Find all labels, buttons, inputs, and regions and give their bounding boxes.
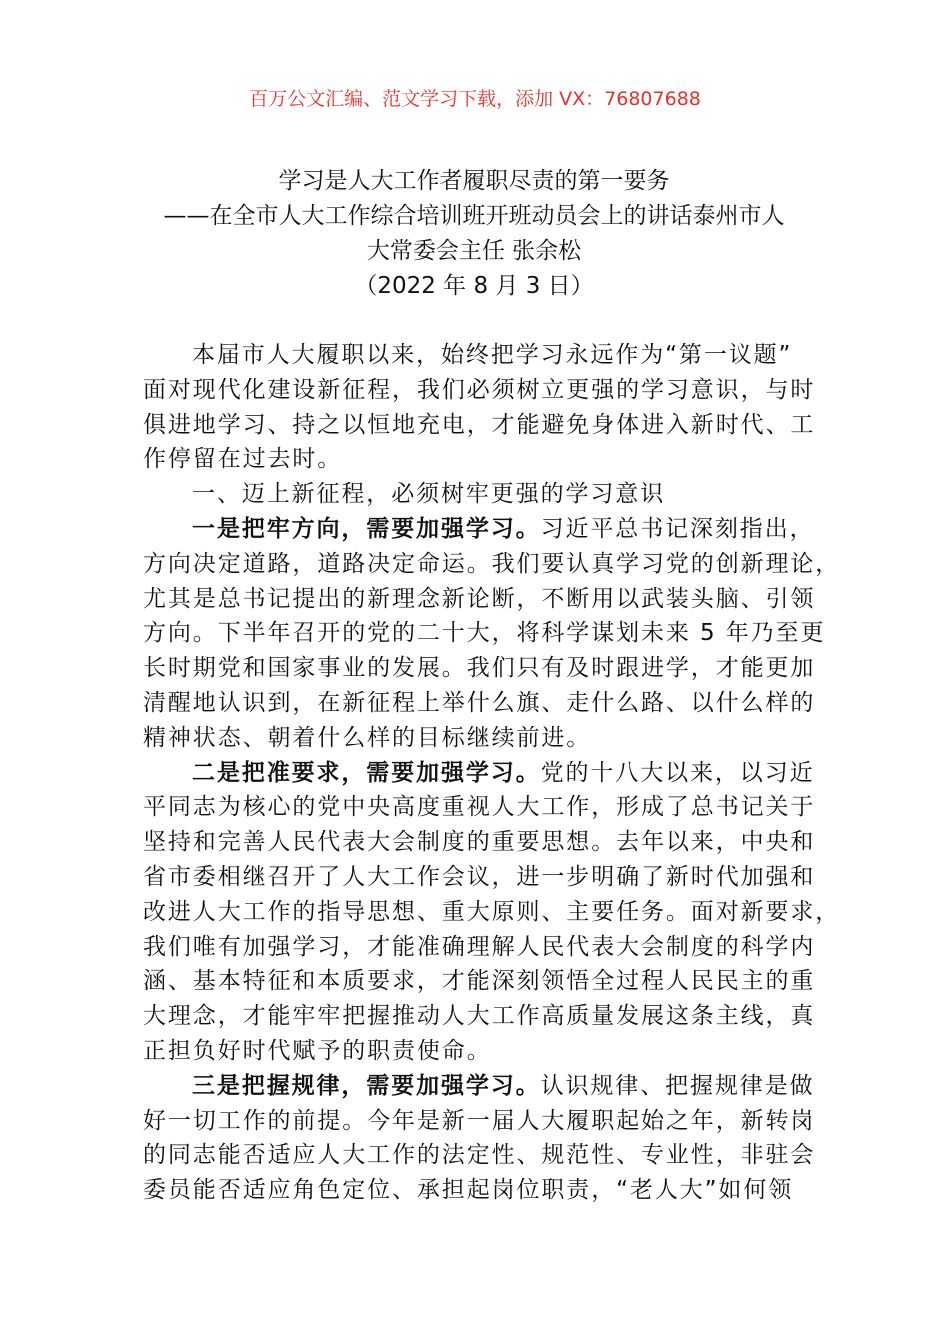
text-line [143, 547, 841, 582]
document-body [143, 338, 841, 1208]
line-text: 本届市人大履职以来，始终把学习永远作为“第一议题” [192, 342, 793, 368]
text-line [143, 477, 823, 512]
bold-lead: 三是把握规律，需要加强学习。 [192, 1072, 541, 1099]
document-title [143, 164, 805, 304]
bold-lead: 二是把准要求，需要加强学习。 [192, 759, 541, 786]
line-text: 清醒地认识到，在新征程上举什么旗、走什么路、以什么样的 [143, 689, 816, 716]
text-line [143, 756, 823, 791]
line-text: 好一切工作的前提。今年是新一届人大履职起始之年，新转岗 [143, 1107, 816, 1134]
line-text: 平同志为核心的党中央高度重视人大工作，形成了总书记关于 [143, 794, 816, 821]
line-text: 方向决定道路，道路决定命运。我们要认真学习党的创新理论， [143, 550, 841, 577]
line-text: 面对现代化建设新征程，我们必须树立更强的学习意识，与时 [143, 376, 816, 403]
text-line [143, 686, 823, 721]
text-line [143, 1104, 823, 1139]
line-text: 一、迈上新征程，必须树牢更强的学习意识 [192, 481, 666, 508]
text-line [143, 616, 826, 651]
author-line: 大常委会主任 张余松 [366, 238, 582, 264]
text-line [143, 408, 823, 443]
line-text: 的同志能否适应人大工作的法定性、规范性、专业性，非驻会 [143, 1142, 816, 1169]
line-text: 正担负好时代赋予的职责使命。 [143, 1037, 492, 1064]
line-text: 党的十八大以来，以习近 [540, 759, 815, 786]
line-text: 委员能否适应角色定位、承担起岗位职责，“老人大”如何领 [143, 1177, 794, 1204]
title-line: 学习是人大工作者履职尽责的第一要务 [278, 168, 670, 194]
text-line [143, 1138, 823, 1173]
text-line [143, 1173, 823, 1208]
line-text: 精神状态、朝着什么样的目标继续前进。 [143, 724, 592, 751]
subtitle-line: ——在全市人大工作综合培训班开班动员会上的讲话泰州市人 [163, 203, 785, 229]
line-text: 尤其是总书记提出的新理念新论断，不断用以武装头脑、引领 [143, 585, 816, 612]
text-line [143, 1069, 823, 1104]
text-line [143, 442, 823, 477]
text-line [143, 721, 823, 756]
line-text: 习近平总书记深刻指出， [540, 515, 815, 542]
text-line [143, 825, 823, 860]
text-line [143, 373, 823, 408]
line-text: 改进人大工作的指导思想、重大原则、主要任务。面对新要求， [143, 898, 841, 925]
line-text: 坚持和完善人民代表大会制度的重要思想。去年以来，中央和 [143, 829, 816, 856]
text-line [143, 651, 823, 686]
text-line [143, 860, 823, 895]
line-text: 涵、基本特征和本质要求，才能深刻领悟全过程人民民主的重 [143, 968, 816, 995]
text-line [143, 582, 823, 617]
watermark-banner: 百万公文汇编、范文学习下载，添加 VX：76807688 [249, 88, 701, 110]
line-text: 认识规律、把握规律是做 [540, 1072, 815, 1099]
text-line [143, 512, 823, 547]
line-text: 省市委相继召开了人大工作会议，进一步明确了新时代加强和 [143, 863, 816, 890]
text-line [143, 895, 841, 930]
text-line [143, 999, 823, 1034]
bold-lead: 一是把牢方向，需要加强学习。 [192, 515, 541, 542]
line-text: 作停留在过去时。 [143, 446, 343, 473]
text-line [143, 338, 823, 373]
line-text: 方向。下半年召开的党的二十大，将科学谋划未来 5 年乃至更 [143, 620, 826, 647]
text-line [143, 964, 823, 999]
line-text: 大理念，才能牢牢把握推动人大工作高质量发展这条主线，真 [143, 1003, 816, 1030]
text-line [143, 1034, 823, 1069]
line-text: 长时期党和国家事业的发展。我们只有及时跟进学，才能更加 [143, 655, 816, 682]
line-text: 我们唯有加强学习，才能准确理解人民代表大会制度的科学内 [143, 933, 816, 960]
text-line [143, 930, 823, 965]
line-text: 俱进地学习、持之以恒地充电，才能避免身体进入新时代、工 [143, 411, 816, 438]
text-line [143, 790, 823, 825]
date-line: （2022 年 8 月 3 日） [354, 273, 594, 299]
